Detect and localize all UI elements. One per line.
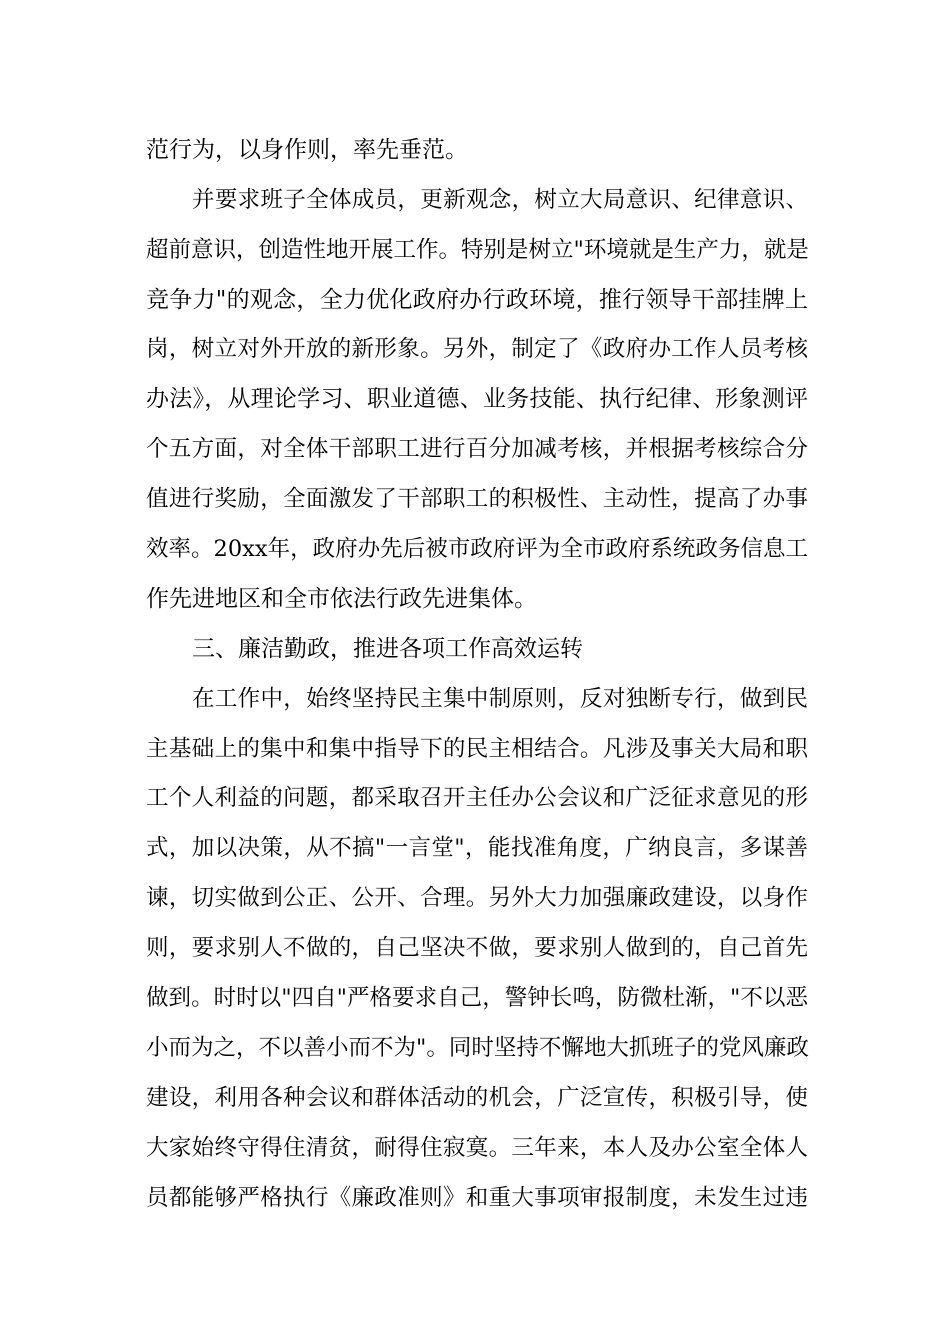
text-line: 小而为之，不以善小而不为"。同时坚持不懈地大抓班子的党风廉政 [146,1035,809,1061]
text-line: 范行为，以身作则，率先垂范。 [146,137,468,163]
text-line: 竞争力"的观念，全力优化政府办行政环境，推行领导干部挂牌上 [146,287,808,313]
text-line: 超前意识，创造性地开展工作。特别是树立"环境就是生产力，就是 [146,237,809,263]
text-line: 大家始终守得住清贫，耐得住寂寞。三年来，本人及办公室全体人 [146,1135,808,1161]
text-line: 值进行奖励，全面激发了干部职工的积极性、主动性，提高了办事 [146,486,808,512]
text-line: 式，加以决策，从不搞"一言堂"，能找准角度，广纳良言，多谋善 [146,835,808,861]
text-line: 岗，树立对外开放的新形象。另外，制定了《政府办工作人员考核 [146,336,808,362]
text-line: 做到。时时以"四自"严格要求自己，警钟长鸣，防微杜渐，"不以恶 [146,985,808,1011]
text-line: 工个人利益的问题，都采取召开主任办公会议和广泛征求意见的形 [146,785,808,811]
text-line: 则，要求别人不做的，自己坚决不做，要求别人做到的，自己首先 [146,935,808,961]
text-line: 主基础上的集中和集中指导下的民主相结合。凡涉及事关大局和职 [146,736,808,762]
text-line: 员都能够严格执行《廉政准则》和重大事项审报制度，未发生过违 [146,1185,808,1211]
text-line: 谏，切实做到公正、公开、合理。另外大力加强廉政建设，以身作 [146,885,808,911]
text-line: 作先进地区和全市依法行政先进集体。 [146,586,537,612]
text-line: 效率。20xx年，政府办先后被市政府评为全市政府系统政务信息工 [146,536,808,562]
section-heading: 三、廉洁勤政，推进各项工作高效运转 [192,636,583,662]
paragraph-start-line: 并要求班子全体成员，更新观念，树立大局意识、纪律意识、 [192,187,808,213]
text-line: 办法》，从理论学习、职业道德、业务技能、执行纪律、形象测评 [146,386,808,412]
text-line: 建设，利用各种会议和群体活动的机会，广泛宣传，积极引导，使 [146,1085,808,1111]
text-line: 个五方面，对全体干部职工进行百分加减考核，并根据考核综合分 [146,436,808,462]
paragraph-start-line: 在工作中，始终坚持民主集中制原则，反对独断专行，做到民 [192,686,808,712]
